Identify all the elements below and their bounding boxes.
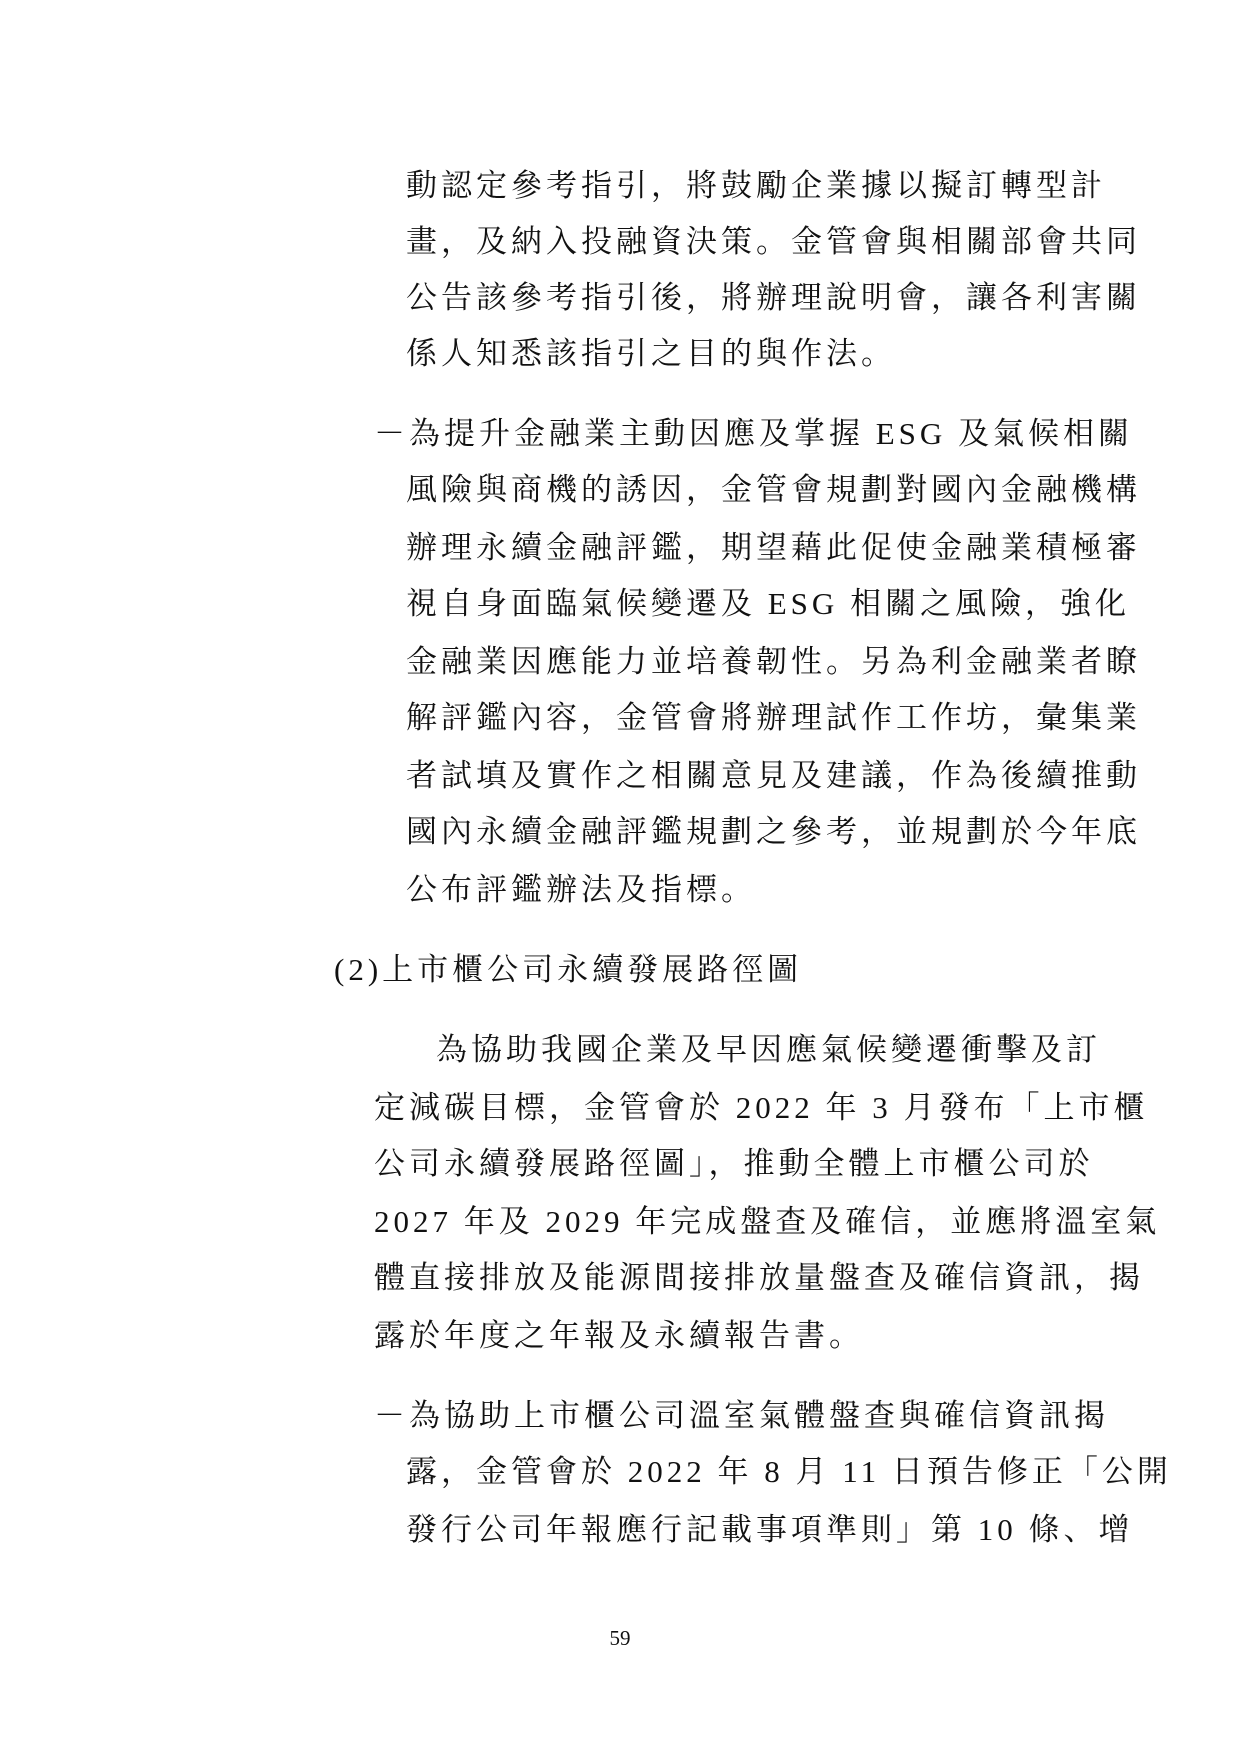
paragraph-line: 公司永續發展路徑圖」，推動全體上市櫃公司於 <box>374 1146 1094 1181</box>
text-line: 者試填及實作之相關意見及建議，作為後續推動 <box>406 758 1141 793</box>
text-line: 發行公司年報應行記載事項準則」第 10 條、增 <box>406 1512 1134 1547</box>
paragraph-line: 體直接排放及能源間接排放量盤查及確信資訊，揭 <box>374 1260 1144 1295</box>
paragraph-line: 定減碳目標，金管會於 2022 年 3 月發布「上市櫃 <box>374 1090 1149 1125</box>
text-line: 風險與商機的誘因，金管會規劃對國內金融機構 <box>406 472 1141 507</box>
bullet-line: －為提升金融業主動因應及掌握 ESG 及氣候相關 <box>374 416 1134 451</box>
text-line: 動認定參考指引，將鼓勵企業據以擬訂轉型計 <box>406 168 1106 203</box>
page-number: 59 <box>609 1626 631 1650</box>
text-line: 金融業因應能力並培養韌性。另為利金融業者瞭 <box>406 644 1141 679</box>
text-line: 畫，及納入投融資決策。金管會與相關部會共同 <box>406 224 1141 259</box>
text-line: 公布評鑑辦法及指標。 <box>406 872 756 907</box>
paragraph-line: 2027 年及 2029 年完成盤查及確信，並應將溫室氣 <box>374 1204 1161 1239</box>
paragraph-line: 為協助我國企業及早因應氣候變遷衝擊及訂 <box>436 1032 1101 1067</box>
text-line: 公告該參考指引後，將辦理說明會，讓各利害關 <box>406 280 1141 315</box>
bullet-line: －為協助上市櫃公司溫室氣體盤查與確信資訊揭 <box>374 1398 1109 1433</box>
section-heading: (2)上市櫃公司永續發展路徑圖 <box>334 952 803 987</box>
paragraph-line: 露於年度之年報及永續報告書。 <box>374 1318 864 1353</box>
text-line: 係人知悉該指引之目的與作法。 <box>406 336 896 371</box>
text-line: 辦理永續金融評鑑，期望藉此促使金融業積極審 <box>406 530 1141 565</box>
text-line: 露，金管會於 2022 年 8 月 11 日預告修正「公開 <box>406 1454 1172 1489</box>
text-line: 國內永續金融評鑑規劃之參考，並規劃於今年底 <box>406 814 1141 849</box>
text-line: 解評鑑內容，金管會將辦理試作工作坊，彙集業 <box>406 700 1141 735</box>
text-line: 視自身面臨氣候變遷及 ESG 相關之風險，強化 <box>406 586 1131 621</box>
